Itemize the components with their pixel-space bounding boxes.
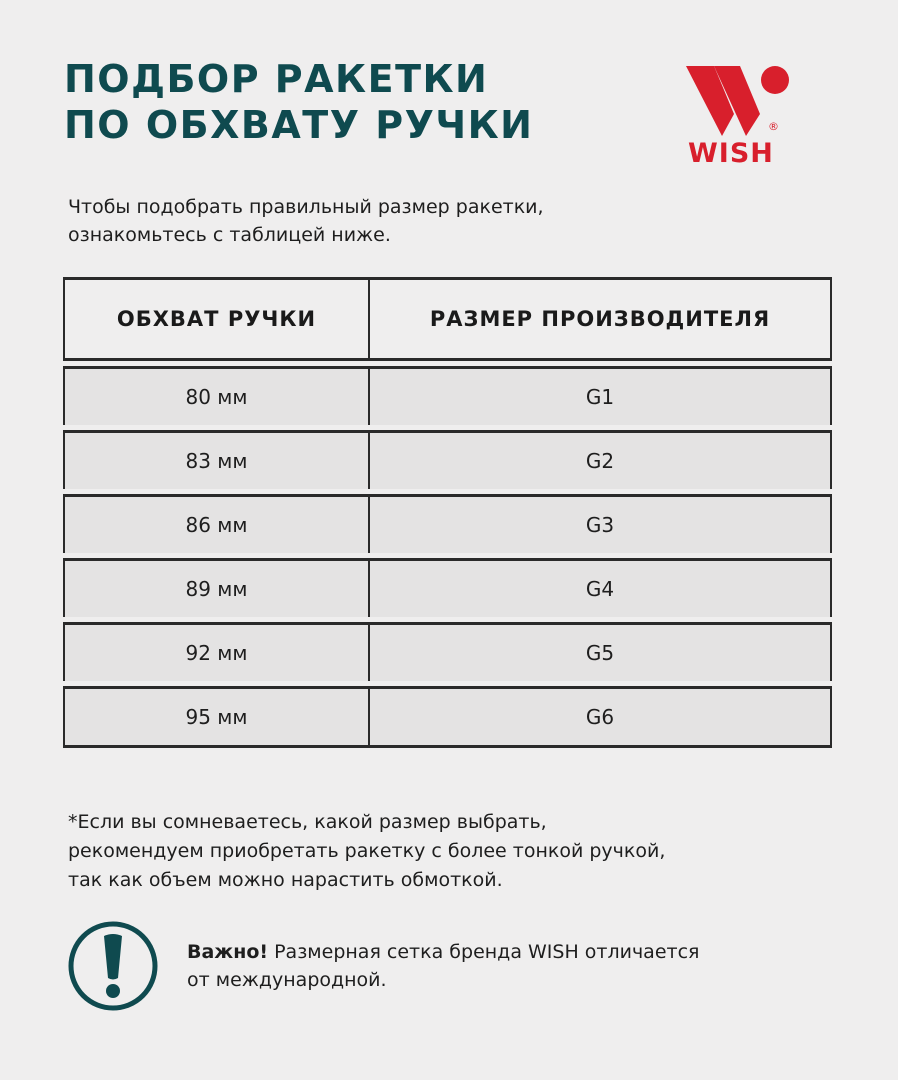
manufacturer-size-cell: G2 — [585, 449, 615, 473]
footnote-line-1: *Если вы сомневаетесь, какой размер выбрать, — [68, 811, 547, 833]
table-header-row — [63, 277, 832, 361]
wish-logo — [684, 62, 794, 170]
grip-circumference-cell: 80 мм — [65, 369, 370, 425]
page-title-line-2: ПО ОБХВАТУ РУЧКИ — [64, 103, 534, 147]
grip-circumference-cell: 92 мм — [65, 625, 370, 681]
manufacturer-size-cell: G3 — [585, 513, 615, 537]
grip-circumference-cell: 86 мм — [65, 497, 370, 553]
size-table — [63, 277, 832, 748]
header-manufacturer-size: РАЗМЕР ПРОИЗВОДИТЕЛЯ — [429, 307, 771, 331]
manufacturer-size-cell: G4 — [585, 577, 615, 601]
table-row — [63, 686, 832, 748]
header-grip-circumference: ОБХВАТ РУЧКИ — [65, 280, 370, 358]
table-row — [63, 494, 832, 553]
table-row — [63, 558, 832, 617]
manufacturer-size-cell: G1 — [585, 385, 615, 409]
grip-circumference-cell: 83 мм — [65, 433, 370, 489]
manufacturer-size-cell: G6 — [585, 705, 615, 729]
important-note — [187, 938, 827, 994]
important-text-line-2: от международной. — [187, 969, 387, 991]
table-row — [63, 622, 832, 681]
grip-circumference-cell: 89 мм — [65, 561, 370, 617]
page-title — [64, 56, 533, 148]
footnote-line-2: рекомендуем приобретать ракетку с более тонкой ручкой, — [68, 840, 666, 862]
footnote-text — [68, 808, 828, 895]
exclamation-circle-icon — [67, 920, 159, 1012]
registered-mark: ® — [768, 120, 779, 133]
intro-line-1: Чтобы подобрать правильный размер ракетки, — [68, 196, 544, 218]
important-label: Важно! — [187, 941, 269, 963]
intro-text — [68, 193, 688, 249]
important-text-line-1: Размерная сетка бренда WISH отличается — [268, 941, 700, 963]
table-row — [63, 366, 832, 425]
grip-circumference-cell: 95 мм — [65, 689, 370, 745]
manufacturer-size-cell: G5 — [585, 641, 615, 665]
table-row — [63, 430, 832, 489]
page-title-line-1: ПОДБОР РАКЕТКИ — [64, 57, 489, 101]
footnote-line-3: так как объем можно нарастить обмоткой. — [68, 869, 503, 891]
intro-line-2: ознакомьтесь с таблицей ниже. — [68, 224, 391, 246]
logo-wordmark: WISH — [688, 138, 774, 169]
